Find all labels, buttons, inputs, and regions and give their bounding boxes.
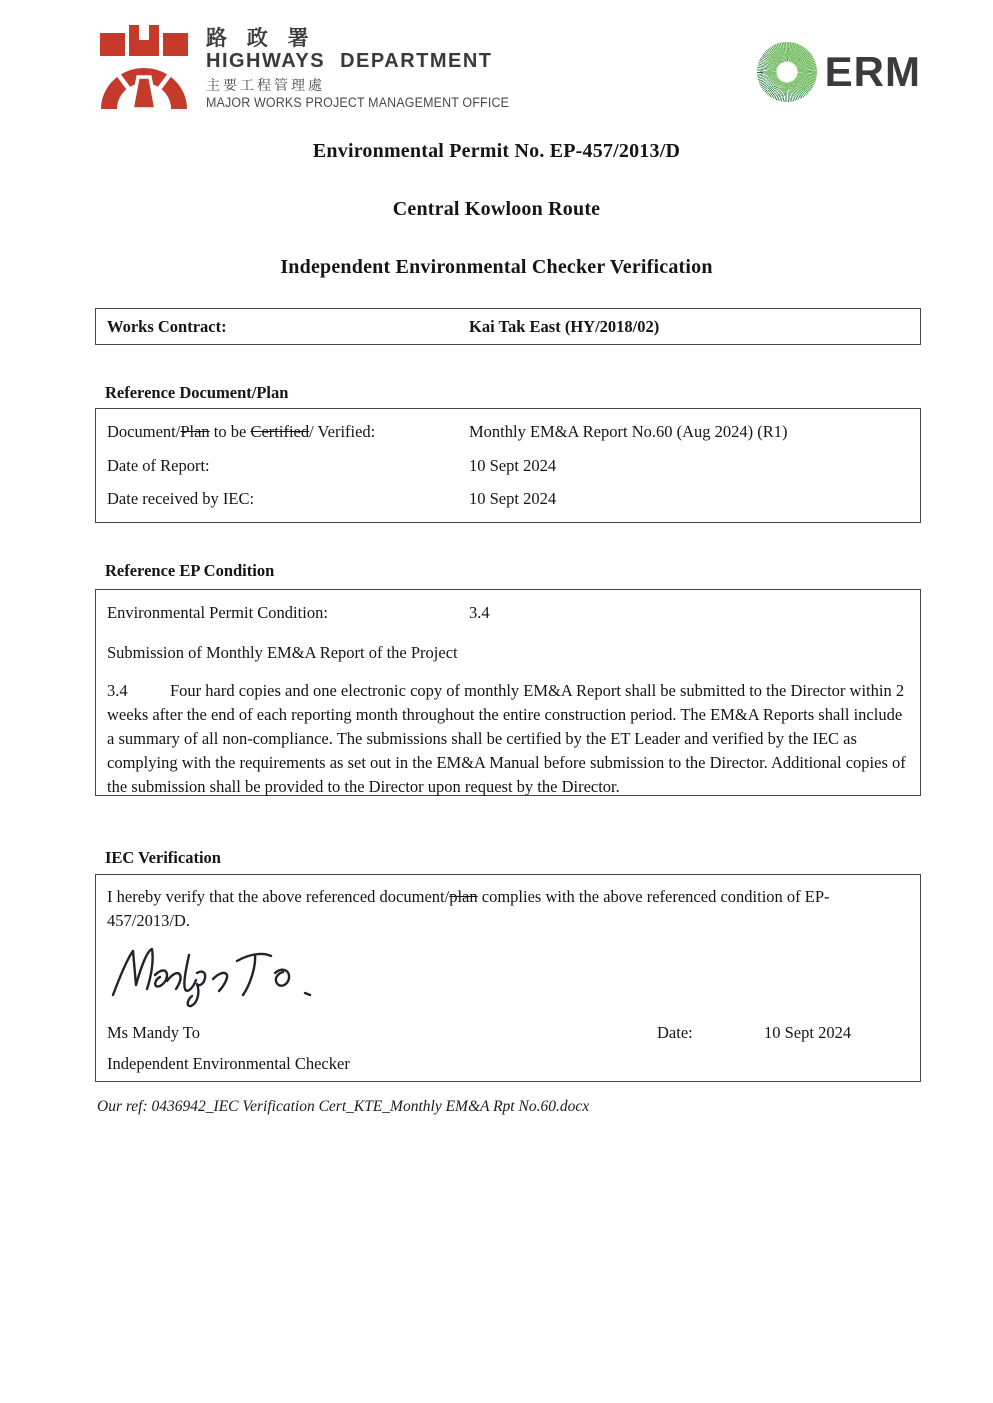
hwd-chinese-name: 路 政 署 xyxy=(206,27,316,50)
struck-word-plan-2: plan xyxy=(449,887,478,906)
date-received-label: Date received by IEC: xyxy=(107,489,255,508)
iec-verification-statement: I hereby verify that the above referenced document/plan complies with the above referenced condition of EP-457/2013/D. xyxy=(107,887,830,930)
permit-condition-value: 3.4 xyxy=(469,603,490,622)
permit-number-title: Environmental Permit No. EP-457/2013/D xyxy=(312,140,681,162)
project-title: Central Kowloon Route xyxy=(392,198,601,220)
struck-word-plan: Plan xyxy=(180,422,210,441)
reference-document-heading: Reference Document/Plan xyxy=(105,383,289,402)
clause-text: Four hard copies and one electronic copy of monthly EM&A Report shall be submitted to the Director within 2 weeks after the end of each reporting month throughout the entire construction period. The EM&A Reports shall include a summary of all non-compliance. The submissions shall be certified by the ET Leader and verified by the IEC as complying with the requirements as set out in the EM&A Manual before submission to the Director. Additional copies of the submission shall be provided to the Director upon request by the Director. xyxy=(107,681,906,796)
iec-verification-heading: IEC Verification xyxy=(105,848,221,867)
date-of-report-row xyxy=(107,454,909,478)
document-type-title: Independent Environmental Checker Verification xyxy=(280,256,713,278)
permit-condition-label: Environmental Permit Condition: xyxy=(107,603,328,622)
date-value: 10 Sept 2024 xyxy=(764,1023,852,1042)
signatory-row xyxy=(107,1021,909,1045)
works-contract-box xyxy=(95,308,921,345)
document-verified-value: Monthly EM&A Report No.60 (Aug 2024) (R1) xyxy=(469,422,788,441)
signatory-title: Independent Environmental Checker xyxy=(107,1054,350,1073)
document-verified-label: Document/Plan to be Certified/ Verified: xyxy=(107,422,376,441)
signatory-name: Ms Mandy To xyxy=(107,1023,200,1042)
works-contract-value: Kai Tak East (HY/2018/02) xyxy=(469,316,660,336)
our-ref-line: Our ref: 0436942_IEC Verification Cert_KTE_Monthly EM&A Rpt No.60.docx xyxy=(97,1098,590,1115)
highways-department-logo xyxy=(98,24,535,111)
date-received-value: 10 Sept 2024 xyxy=(469,489,557,508)
ep-condition-heading: Reference EP Condition xyxy=(105,561,275,580)
ep-condition-subject: Submission of Monthly EM&A Report of the Project xyxy=(107,643,458,662)
date-of-report-value: 10 Sept 2024 xyxy=(469,455,557,475)
iec-verification-box xyxy=(95,874,921,1082)
highways-department-logo-icon xyxy=(98,24,190,110)
highways-department-logo-text xyxy=(206,24,535,111)
erm-burst-icon xyxy=(757,42,817,102)
date-label: Date: xyxy=(657,1023,693,1042)
date-received-row xyxy=(107,487,909,511)
permit-condition-row xyxy=(107,601,909,625)
date-of-report-label: Date of Report: xyxy=(107,455,210,475)
clause-number: 3.4 xyxy=(107,681,128,700)
erm-logo xyxy=(757,42,921,102)
struck-word-certified: Certified xyxy=(250,422,310,441)
works-contract-label: Works Contract: xyxy=(107,316,227,336)
reference-document-box xyxy=(95,408,921,523)
title-block xyxy=(0,140,993,279)
hwd-english-office: MAJOR WORKS PROJECT MANAGEMENT OFFICE xyxy=(206,95,510,111)
document-verified-row xyxy=(107,420,909,444)
erm-wordmark: ERM xyxy=(824,48,921,95)
ep-condition-box xyxy=(95,589,921,796)
hwd-chinese-office: 主要工程管理處 xyxy=(206,77,325,94)
ep-condition-clause xyxy=(107,679,909,799)
signature-image xyxy=(109,939,909,1009)
hwd-english-name: HIGHWAYS DEPARTMENT xyxy=(206,50,493,73)
document-header xyxy=(98,24,921,111)
